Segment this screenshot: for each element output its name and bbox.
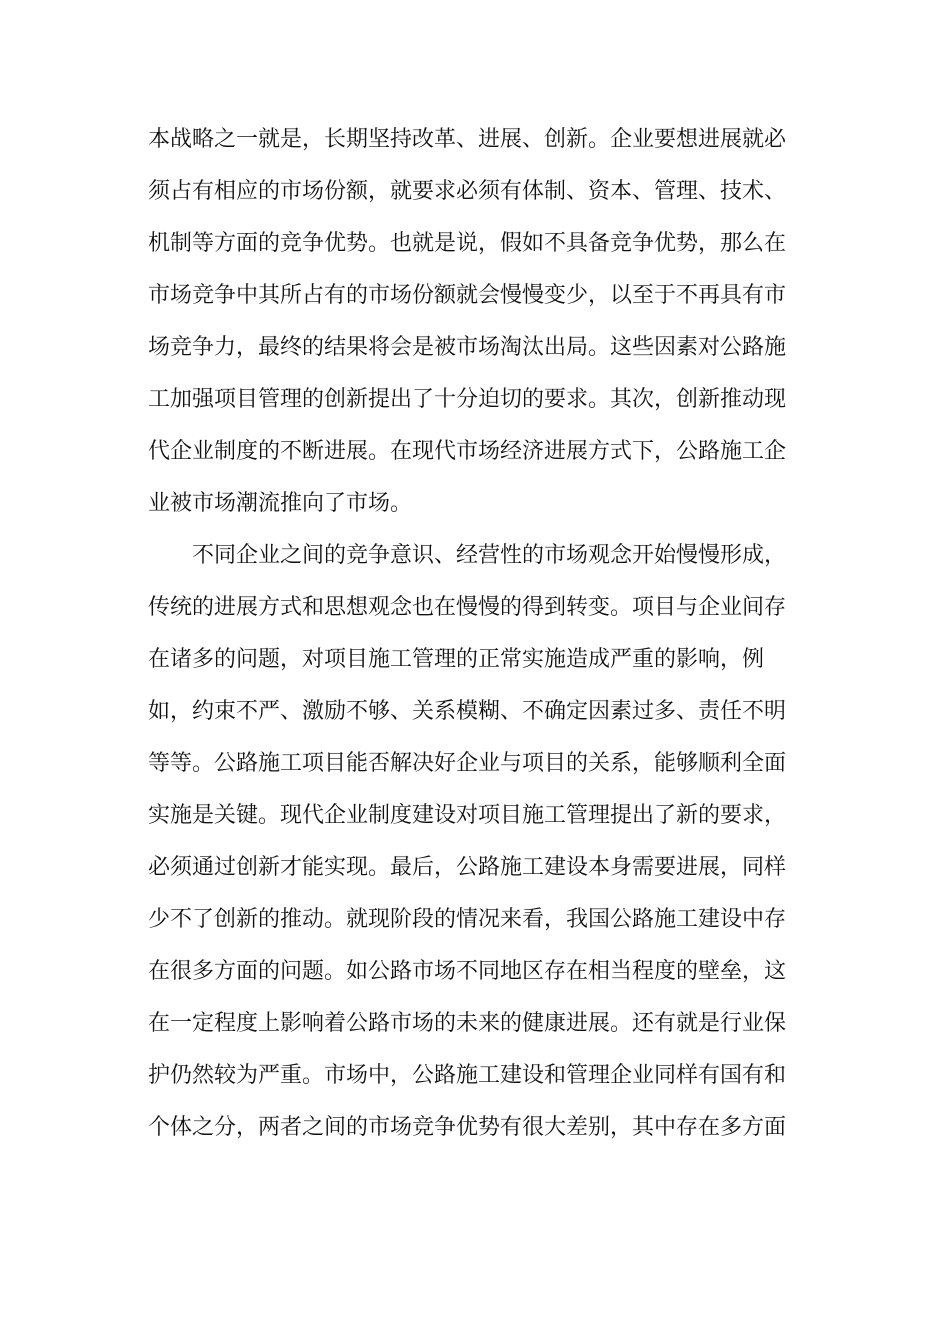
text-line: 在诸多的问题，对项目施工管理的正常实施造成严重的影响，例 xyxy=(148,647,765,672)
text-line: 护仍然较为严重。市场中，公路施工建设和管理企业同样有国有和 xyxy=(148,1063,787,1088)
text-line-indented: 不同企业之间的竞争意识、经营性的市场观念开始慢慢形成， xyxy=(192,543,787,568)
text-line: 本战略之一就是，长期坚持改革、进展、创新。企业要想进展就必 xyxy=(148,127,787,152)
text-line: 实施是关键。现代企业制度建设对项目施工管理提出了新的要求， xyxy=(148,803,787,828)
paragraph-1 xyxy=(148,114,808,530)
text-line: 在一定程度上影响着公路市场的未来的健康进展。还有就是行业保 xyxy=(148,1011,787,1036)
text-line: 业被市场潮流推向了市场。 xyxy=(148,491,413,516)
text-line: 如，约束不严、激励不够、关系模糊、不确定因素过多、责任不明 xyxy=(148,699,787,724)
text-line: 等等。公路施工项目能否解决好企业与项目的关系，能够顺利全面 xyxy=(148,751,787,776)
text-line: 传统的进展方式和思想观念也在慢慢的得到转变。项目与企业间存 xyxy=(148,595,787,620)
text-line: 机制等方面的竞争优势。也就是说，假如不具备竞争优势，那么在 xyxy=(148,231,787,256)
text-line: 在很多方面的问题。如公路市场不同地区存在相当程度的壁垒，这 xyxy=(148,959,787,984)
text-line: 市场竞争中其所占有的市场份额就会慢慢变少，以至于不再具有市 xyxy=(148,283,787,308)
text-line: 工加强项目管理的创新提出了十分迫切的要求。其次，创新推动现 xyxy=(148,387,787,412)
paragraph-2 xyxy=(148,530,808,1154)
text-line: 场竞争力，最终的结果将会是被市场淘汰出局。这些因素对公路施 xyxy=(148,335,787,360)
text-line: 代企业制度的不断进展。在现代市场经济进展方式下，公路施工企 xyxy=(148,439,787,464)
text-line: 少不了创新的推动。就现阶段的情况来看，我国公路施工建设中存 xyxy=(148,907,787,932)
text-line: 个体之分，两者之间的市场竞争优势有很大差别，其中存在多方面 xyxy=(148,1115,787,1140)
text-line: 须占有相应的市场份额，就要求必须有体制、资本、管理、技术、 xyxy=(148,179,787,204)
text-line: 必须通过创新才能实现。最后，公路施工建设本身需要进展，同样 xyxy=(148,855,787,880)
